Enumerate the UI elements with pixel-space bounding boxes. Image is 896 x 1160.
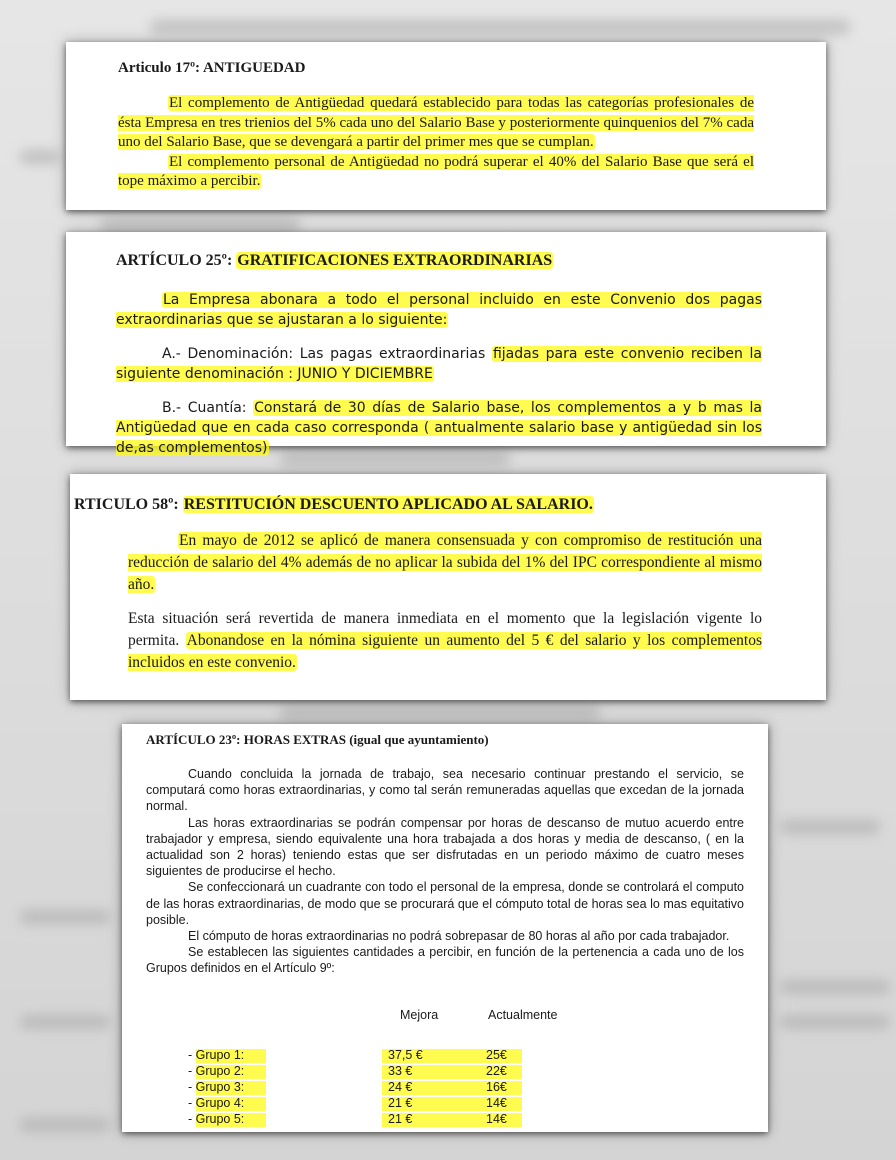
article-25-item-a: A.- Denominación: Las pagas extraordinarias fijadas para este convenio reciben la siguiente denominación : JUNIO Y DICIEMBRE xyxy=(116,346,762,382)
article-17-card xyxy=(66,42,826,210)
article-23-paragraph-1: Cuando concluida la jornada de trabajo, sea necesario continuar prestando el servicio, se computará como horas extraordinarias, y como tal serán remuneradas aquellas que excedan de la jornada normal. xyxy=(146,767,744,814)
article-23-paragraph-4: El cómputo de horas extraordinarias no podrá sobrepasar de 80 horas al año por cada trabajador. xyxy=(188,929,730,944)
article-58-card xyxy=(70,474,826,700)
article-23-paragraph-5: Se establecen las siguientes cantidades a percibir, en función de la pertenencia a cada uno de los Grupos definidos en el Artículo 9º: xyxy=(146,945,744,976)
article-58-title: RTICULO 58º: RESTITUCIÓN DESCUENTO APLICADO AL SALARIO. xyxy=(74,496,593,513)
article-23-title: ARTÍCULO 23º: HORAS EXTRAS (igual que ayuntamiento) xyxy=(146,732,489,747)
article-23-paragraph-2: Las horas extraordinarias se podrán compensar por horas de descanso de mutuo acuerdo entre trabajador y empresa, siendo equivalente una hora trabajada a dos horas y media de descanso, ( en la actualidad son 2 horas) teniendo estas que ser disfrutadas en un periodo máximo de cuatro meses siguientes de producirse el hecho. xyxy=(146,815,744,879)
article-25-title: ARTÍCULO 25º: GRATIFICACIONES EXTRAORDINARIAS xyxy=(116,252,553,269)
article-25-paragraph-1: La Empresa abonara a todo el personal incluido en este Convenio dos pagas extraordinarias que se ajustaran a lo siguiente: xyxy=(116,292,762,328)
overtime-rates-table xyxy=(182,1008,602,1128)
article-17-title: Articulo 17º: ANTIGUEDAD xyxy=(118,60,306,76)
header-actualmente: Actualmente xyxy=(488,1008,558,1022)
table-row: - Grupo 1: 37,5 € 25€ xyxy=(182,1048,602,1064)
article-23-paragraph-3: Se confeccionará un cuadrante con todo el personal de la empresa, donde se controlará el computo de las horas extraordinarias, de modo que se procurará que el cómputo total de horas sea lo mas equitativo posible. xyxy=(146,880,744,927)
article-23-card xyxy=(122,724,768,1132)
article-25-card xyxy=(66,232,826,456)
table-row: - Grupo 3: 24 € 16€ xyxy=(182,1080,602,1096)
article-17-paragraph-1: El complemento de Antigüedad quedará establecido para todas las categorías profesionales de ésta Empresa en tres trienios del 5% cada uno del Salario Base y posteriormente quinquenios del 7% cada uno del Salario Base, que se devengará a partir del primer mes que se cumplan. xyxy=(118,95,754,150)
article-17-paragraph-2: El complemento personal de Antigüedad no podrá superar el 40% del Salario Base que será el tope máximo a percibir. xyxy=(118,153,754,189)
header-mejora: Mejora xyxy=(400,1008,439,1022)
table-row: - Grupo 2: 33 € 22€ xyxy=(182,1064,602,1080)
article-58-paragraph-2: Esta situación será revertida de manera inmediata en el momento que la legislación vigente lo permita. Abonandose en la nómina siguiente un aumento del 5 € del salario y los complementos incluidos en este convenio. xyxy=(128,610,762,671)
article-25-item-b: B.- Cuantía: Constará de 30 días de Salario base, los complementos a y b mas la Antigüedad que en cada caso corresponda ( antualmente salario base y antigüedad sin los de,as complementos) xyxy=(116,400,762,456)
table-row: - Grupo 5: 21 € 14€ xyxy=(182,1112,602,1128)
table-row: - Grupo 4: 21 € 14€ xyxy=(182,1096,602,1112)
article-58-paragraph-1: En mayo de 2012 se aplicó de manera consensuada y con compromiso de restitución una reducción de salario del 4% además de no aplicar la subida del 1% del IPC correspondiente al mismo año. xyxy=(128,532,762,593)
table-header xyxy=(182,1008,602,1048)
